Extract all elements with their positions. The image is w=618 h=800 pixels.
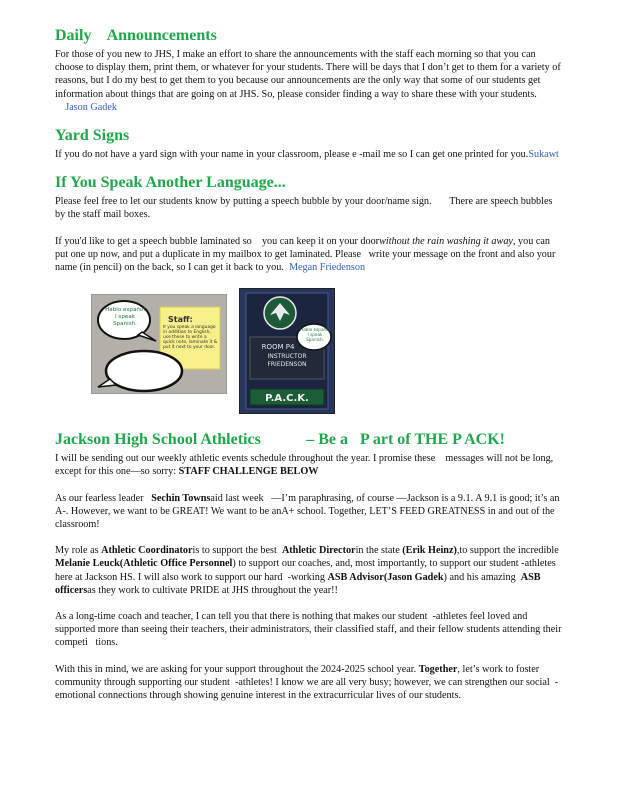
room-label: ROOM P4 bbox=[261, 343, 295, 352]
athletics-p5: With this in mind, we are asking for your support throughout the 2024-2025 school year. Together, let’s work to foster community through supporting our student -athletes! I know we are all very busy; however, we can strengthen our social -emotional connections through showing genuine interest in the extracurricular lives of our students. bbox=[55, 663, 559, 702]
language-signature: Megan Friedenson bbox=[288, 262, 366, 274]
daily-announcements-section bbox=[55, 26, 563, 114]
daily-announcements-body: For those of you new to JHS, I make an effort to share the announcements with the staff each morning so that you can choose to display them, print them, or whatever for your students. There will be days that I don’t get to them for a variety of reasons, but I do my best to get them to you because our announcements are the only way that some of our students get information about things that are going on at JHS. So, please consider finding a way to share these with your students. Jason Gadek bbox=[55, 49, 561, 113]
athletics-section bbox=[55, 430, 567, 702]
athletics-p1: I will be sending out our weekly athletic events schedule throughout the year. I promise these messages will not be long, except for this one—so sorry: STAFF CHALLENGE BELOW bbox=[55, 453, 556, 478]
yard-signs-section bbox=[55, 126, 563, 161]
language-p1: Please feel free to let our students know by putting a speech bubble by your door/name sign. There are speech bubbles by the staff mail boxes. bbox=[55, 196, 555, 221]
speech-bubble-illustration bbox=[92, 295, 226, 393]
door-bubble-text: Hablo español I speak Spanish. bbox=[300, 327, 330, 343]
yard-signs-body: If you do not have a yard sign with your name in your classroom, please e -mail me so I can get one printed for you.Sukawt bbox=[55, 149, 559, 161]
daily-signature: Jason Gadek bbox=[65, 101, 117, 113]
yard-signs-heading: Yard Signs bbox=[55, 127, 130, 145]
door-sign-illustration bbox=[240, 289, 334, 413]
athletics-heading bbox=[55, 430, 505, 452]
athletics-heading-right: – Be a P art of THE P ACK! bbox=[306, 431, 505, 449]
language-p2: If you'd like to get a speech bubble laminated so you can keep it on your doorwithout the rain washing it away, you can put one up now, and put a duplicate in my mailbox to get laminated. Please write your message on the front and also your name (in pencil) on the back, so I can get it back to you. Megan Friedenson bbox=[55, 235, 558, 274]
classroom-door-photo bbox=[239, 288, 335, 414]
athletics-p2: As our fearless leader Sechin Townsaid last week —I’m paraphrasing, of course —Jackson is a 9.1. A 9.1 is good; it’s an A-. However, we want to be GREAT! We want to be anA+ school. Together, LET’S FEED GREATNESS in and out of the classroom! bbox=[55, 492, 562, 531]
speech-bubble-photos bbox=[55, 288, 563, 416]
newsletter-page bbox=[55, 26, 567, 702]
language-section bbox=[55, 173, 563, 416]
athletics-p3: My role as Athletic Coordinatoris to support the best Athletic Directorin the state (Erik Heinz),to support the incredible Melanie Leuck(Athletic Office Personnel) to support our coaches, and, most importantly, to support our student -athletes here at Jackson HS. I will also work to support our hard -working ASB Advisor(Jason Gadek) and his amazing ASB officersas they work to cultivate PRIDE at JHS throughout the year!! bbox=[55, 545, 567, 596]
daily-announcements-heading: Daily Announcements bbox=[55, 27, 217, 44]
instructor-label: INSTRUCTOR FRIEDENSON bbox=[267, 353, 307, 369]
athletics-p4: As a long-time coach and teacher, I can tell you that there is nothing that makes our student -athletes feel loved and supported more than seeing their teachers, their administrators, their classified staff, and their fellow students attending their competi tions. bbox=[55, 611, 565, 649]
speech-bubble-photo bbox=[91, 294, 227, 394]
pack-banner: P.A.C.K. bbox=[265, 393, 309, 405]
bubble-spanish-text: Hablo español I speak Spanish. bbox=[105, 307, 145, 328]
language-heading: If You Speak Another Language... bbox=[55, 174, 286, 192]
staff-note-title: Staff: bbox=[168, 315, 193, 325]
yard-signature: Sukawt bbox=[528, 149, 559, 161]
athletics-heading-left: Jackson High School Athletics bbox=[55, 431, 261, 449]
staff-note-body: If you speak a language in addition to English, use these to write a quick note, laminate it & put it next to your door. bbox=[163, 325, 218, 351]
